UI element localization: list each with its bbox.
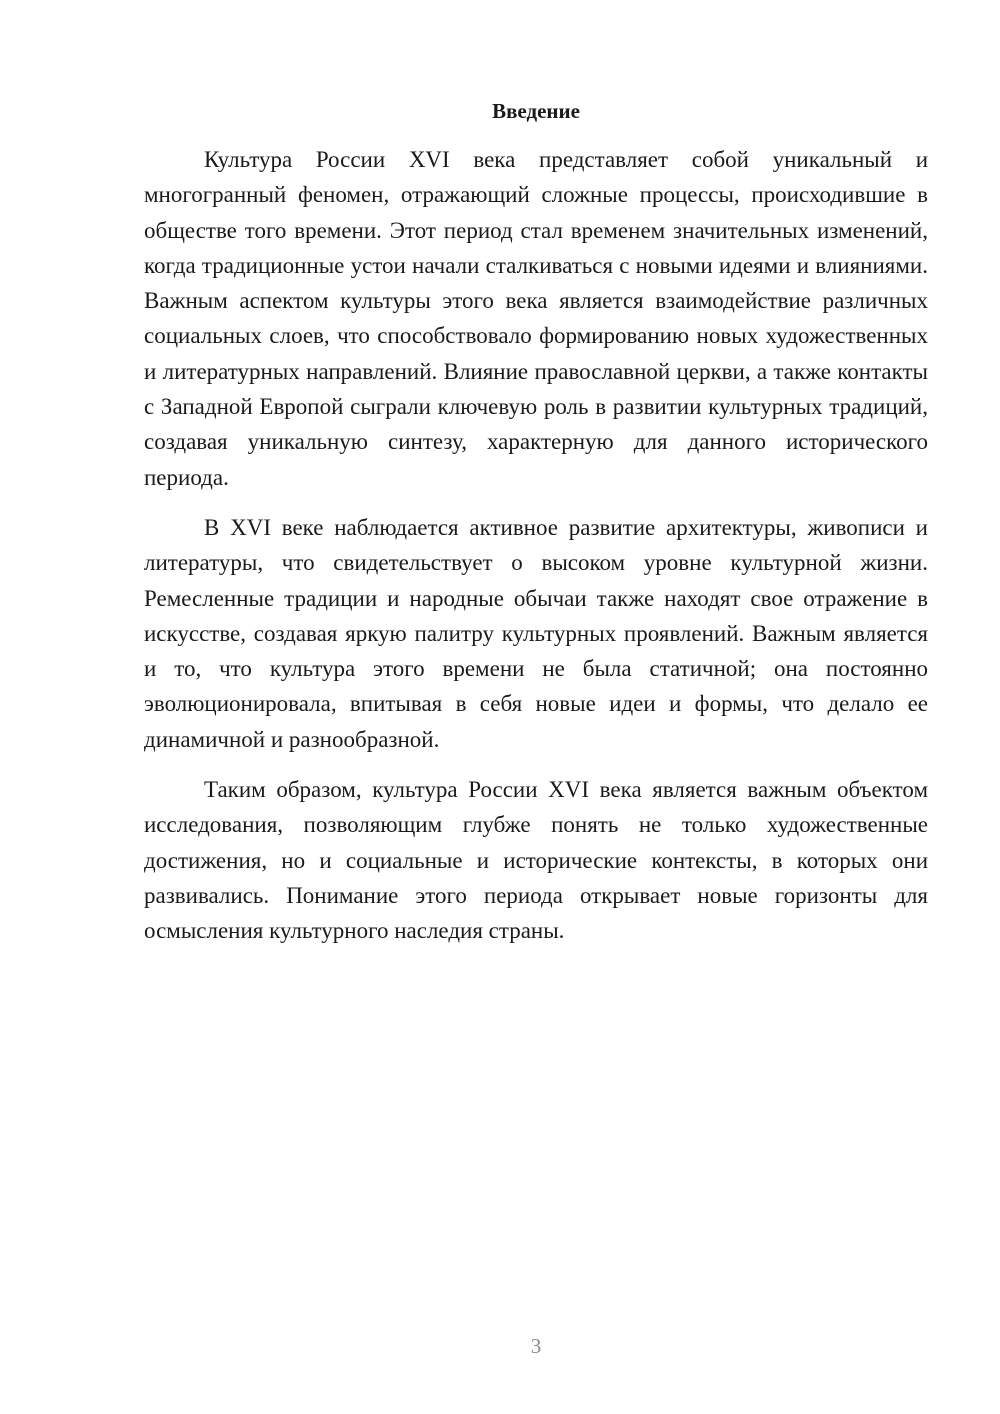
- paragraph-2: В XVI веке наблюдается активное развитие архитектуры, живописи и литературы, что свидетельствует о высоком уровне культурной жизни. Ремесленные традиции и народные обычаи также находят свое отражение в искусстве, создавая яркую палитру культурных проявлений. Важным является и то, что культура этого времени не была статичной; она постоянно эволюционировала, впитывая в себя новые идеи и формы, что делало ее динамичной и разнообразной.: [144, 514, 928, 752]
- document-body: [144, 96, 928, 964]
- section-heading: Введение: [492, 99, 580, 123]
- paragraph-1: Культура России XVI века представляет собой уникальный и многогранный феномен, отражающий сложные процессы, происходившие в обществе того времени. Этот период стал временем значительных изменений, когда традиционные устои начали сталкиваться с новыми идеями и влияниями. Важным аспектом культуры этого века является взаимодействие различных социальных слоев, что способствовало формированию новых художественных и литературных направлений. Влияние православной церкви, а также контакты с Западной Европой сыграли ключевую роль в развитии культурных традиций, создавая уникальную синтезу, характерную для данного исторического периода.: [144, 147, 928, 490]
- page-number: 3: [530, 1334, 542, 1358]
- paragraph-3: Таким образом, культура России XVI века является важным объектом исследования, позволяющим глубже понять не только художественные достижения, но и социальные и исторические контексты, в которых они развивались. Понимание этого периода открывает новые горизонты для осмысления культурного наследия страны.: [144, 777, 928, 944]
